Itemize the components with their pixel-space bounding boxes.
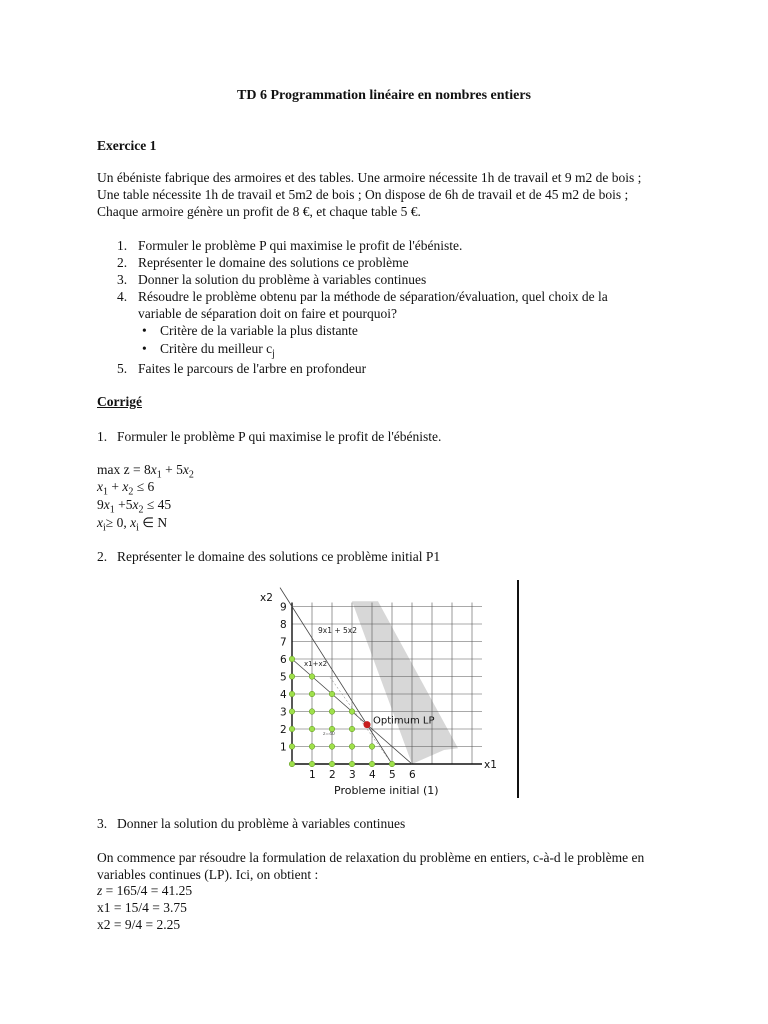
feasible-point	[349, 744, 355, 750]
feasible-point	[289, 726, 295, 732]
sub: i	[103, 522, 106, 534]
feasible-point	[289, 744, 295, 750]
intro-line-1: Un ébéniste fabrique des armoires et des tables. Une armoire nécessite 1h de travail et 9 m2 de bois ;	[97, 170, 642, 185]
constraint-label-wood: 9x1 + 5x2	[318, 625, 358, 635]
feasible-point	[389, 761, 395, 767]
x-tick-label: 3	[349, 769, 356, 781]
question-number: 1.	[117, 238, 128, 253]
objective-level-label: z=40	[323, 732, 335, 738]
feasible-point	[349, 726, 355, 732]
y-tick-label: 1	[280, 741, 287, 754]
answer3-line-2: variables continues (LP). Ici, on obtient :	[97, 867, 319, 882]
constraint-3	[97, 514, 167, 537]
chart-title: Probleme initial (1)	[334, 784, 439, 797]
solution-value: = 165/4 = 41.25	[102, 883, 193, 898]
intro-line-3: Chaque armoire génère un profit de 8 €, et chaque table 5 €.	[97, 204, 421, 219]
answer-number: 2.	[97, 549, 108, 564]
feasible-region-chart	[258, 585, 498, 800]
y-axis-label: x2	[260, 592, 273, 604]
feasible-point	[329, 709, 335, 715]
sub: 2	[128, 486, 134, 498]
feasible-point	[369, 744, 375, 750]
x-tick-label: 6	[409, 769, 416, 781]
sub: 1	[156, 469, 162, 481]
y-tick-label: 9	[280, 601, 287, 614]
y-tick-label: 5	[280, 671, 287, 684]
sub: 2	[138, 504, 144, 516]
answer-heading: Donner la solution du problème à variables continues	[117, 816, 406, 831]
y-tick-label: 7	[280, 636, 287, 649]
feasible-point	[349, 709, 355, 715]
bullet-subscript: j	[272, 348, 275, 360]
var: x	[182, 462, 189, 477]
y-tick-label: 4	[280, 689, 287, 701]
solution-z	[97, 882, 192, 899]
feasible-point	[289, 709, 295, 715]
var: x	[132, 497, 139, 512]
answer-heading: Représenter le domaine des solutions ce problème initial P1	[117, 549, 441, 564]
y-tick-label: 8	[280, 619, 287, 631]
question-text: Faites le parcours de l'arbre en profondeur	[138, 361, 367, 376]
feasible-point	[329, 726, 335, 732]
x-tick-label: 2	[329, 769, 336, 781]
question-number: 3.	[117, 272, 128, 287]
solution-x1: x1 = 15/4 = 3.75	[97, 900, 187, 915]
sub: 1	[109, 504, 115, 516]
feasible-point	[309, 674, 315, 680]
optimum-point	[364, 721, 371, 728]
answer3-line-1: On commence par résoudre la formulation de relaxation du problème en entiers, c-à-d le problème en	[97, 850, 645, 865]
answer-number: 1.	[97, 429, 108, 444]
coef: 9	[97, 497, 104, 512]
feasible-point	[349, 761, 355, 767]
var: x	[150, 462, 157, 477]
feasible-point	[289, 674, 295, 680]
var: x	[103, 497, 110, 512]
feasible-point	[369, 761, 375, 767]
question-text: Formuler le problème P qui maximise le profit de l'ébéniste.	[138, 238, 463, 253]
feasible-point	[329, 691, 335, 697]
vertical-rule	[517, 580, 519, 798]
y-tick-label: 3	[280, 706, 287, 719]
answer-heading: Formuler le problème P qui maximise le profit de l'ébéniste.	[117, 429, 442, 444]
feasible-point	[309, 709, 315, 715]
sub: 1	[103, 486, 108, 498]
question-number: 2.	[117, 255, 128, 270]
exercise-title: Exercice 1	[97, 138, 157, 153]
bullet-text: Critère de la variable la plus distante	[160, 323, 358, 338]
feasible-point	[309, 744, 315, 750]
solution-x2: x2 = 9/4 = 2.25	[97, 917, 181, 932]
page-title: TD 6 Programmation linéaire en nombres entiers	[237, 88, 531, 103]
question-text: Résoudre le problème obtenu par la méthode de séparation/évaluation, quel choix de la	[138, 289, 608, 304]
rhs: ≤ 6	[133, 479, 155, 494]
corrige-title: Corrigé	[97, 394, 142, 409]
bullet-icon: •	[142, 341, 147, 356]
y-tick-label: 6	[280, 654, 287, 666]
solution-var: z	[97, 883, 103, 898]
op: +	[108, 479, 123, 494]
question-number: 5.	[117, 361, 128, 376]
answer-number: 3.	[97, 816, 108, 831]
feasible-point	[329, 744, 335, 750]
var: x	[122, 479, 129, 494]
rhs: ∈ N	[138, 515, 168, 530]
sub: 2	[188, 469, 194, 481]
op: ≥ 0,	[105, 515, 131, 530]
x-tick-label: 4	[369, 769, 376, 781]
feasible-point	[289, 656, 295, 662]
feasible-point	[329, 761, 335, 767]
bullet-icon: •	[142, 323, 147, 338]
var: x	[97, 515, 103, 530]
feasible-point	[309, 761, 315, 767]
y-tick-label: 2	[280, 724, 287, 736]
question-text: Donner la solution du problème à variables continues	[138, 272, 427, 287]
x-tick-label: 1	[309, 769, 316, 781]
rhs: ≤ 45	[143, 497, 172, 512]
feasible-point	[289, 761, 295, 767]
var: x	[97, 479, 103, 494]
feasible-point	[309, 691, 315, 697]
bullet-text-main: Critère du meilleur c	[160, 341, 273, 356]
op: + 5	[161, 462, 183, 477]
sub: i	[136, 522, 139, 534]
x-tick-label: 5	[389, 769, 396, 781]
var: x	[130, 515, 137, 530]
constraint-label-time: x1+x2	[304, 660, 328, 668]
feasible-point	[309, 726, 315, 732]
question-number: 4.	[117, 289, 128, 304]
intro-line-2: Une table nécessite 1h de travail et 5m2 de bois ; On dispose de 6h de travail et de 45 m2 de bois ;	[97, 187, 629, 202]
question-text-continued: variable de séparation doit on faire et pourquoi?	[138, 306, 398, 321]
feasible-point	[289, 691, 295, 697]
op: +5	[114, 497, 133, 512]
optimum-label: Optimum LP	[373, 715, 435, 727]
question-text: Représenter le domaine des solutions ce problème	[138, 255, 409, 270]
x-axis-label: x1	[484, 759, 497, 771]
objective-prefix: max z = 8	[97, 462, 151, 477]
